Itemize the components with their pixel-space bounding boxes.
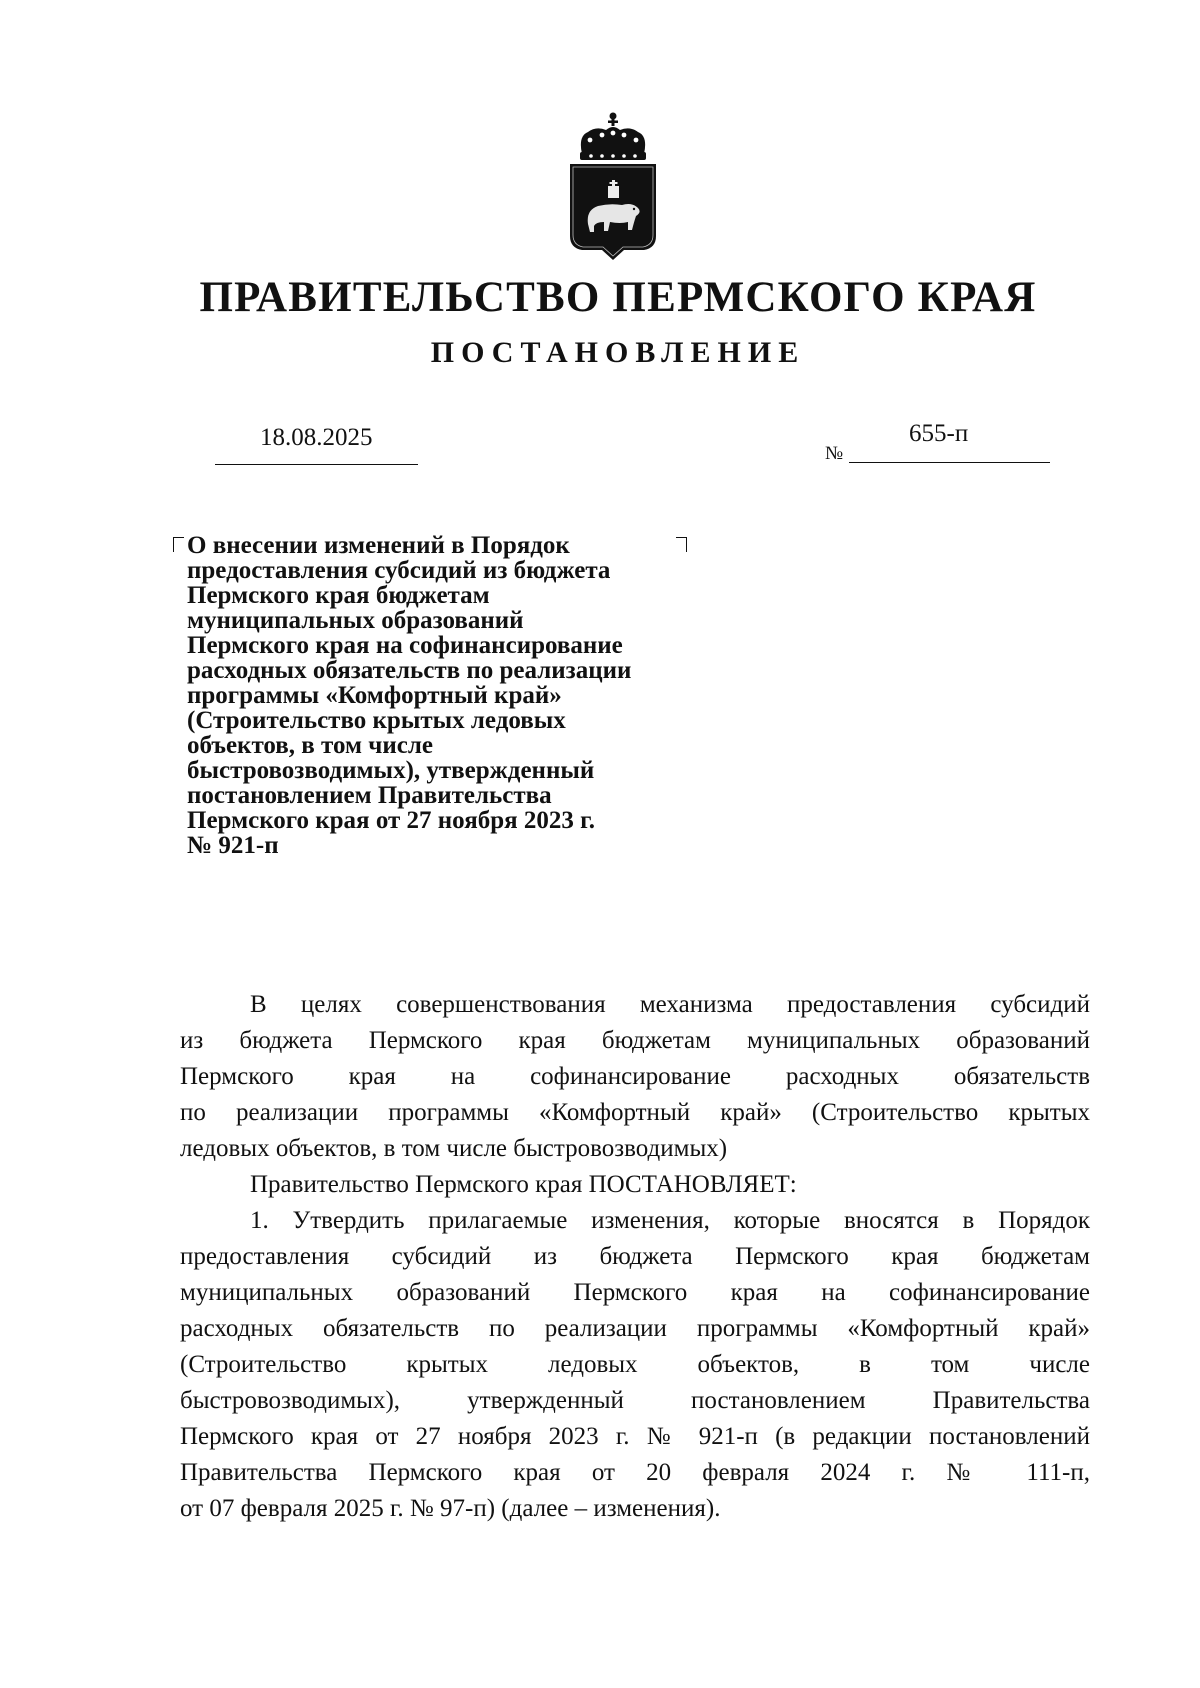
body-line: из бюджета Пермского края бюджетам муниципальных образований bbox=[180, 1027, 1090, 1054]
body-line: от 07 февраля 2025 г. № 97-п) (далее – изменения). bbox=[180, 1495, 721, 1522]
subject-line: № 921-п bbox=[187, 832, 279, 859]
body-line: быстровозводимых), утвержденный постановлением Правительства bbox=[180, 1387, 1090, 1414]
subject-line: программы «Комфортный край» bbox=[187, 682, 562, 709]
body-line: В целях совершенствования механизма предоставления субсидий bbox=[250, 991, 1090, 1018]
body-line: Пермского края от 27 ноября 2023 г. № 921-п (в редакции постановлений bbox=[180, 1423, 1090, 1450]
body-line: ледовых объектов, в том числе быстровозводимых) bbox=[180, 1135, 728, 1162]
body-line: по реализации программы «Комфортный край» (Строительство крытых bbox=[180, 1099, 1090, 1126]
body-line: Пермского края на софинансирование расходных обязательств bbox=[180, 1063, 1090, 1090]
body-line: предоставления субсидий из бюджета Пермского края бюджетам bbox=[180, 1243, 1090, 1270]
subject-line: объектов, в том числе bbox=[187, 732, 434, 759]
subject-line: Пермского края от 27 ноября 2023 г. bbox=[187, 807, 595, 834]
subject-line: постановлением Правительства bbox=[187, 782, 552, 809]
document-subject bbox=[187, 533, 707, 858]
body-line: Правительства Пермского края от 20 февраля 2024 г. № 111-п, bbox=[180, 1459, 1090, 1486]
document-date: 18.08.2025 bbox=[260, 424, 373, 451]
subject-line: расходных обязательств по реализации bbox=[187, 657, 632, 684]
document-body bbox=[180, 987, 1090, 1527]
subject-line: (Строительство крытых ледовых bbox=[187, 707, 566, 734]
subject-line: быстровозводимых), утвержденный bbox=[187, 757, 595, 784]
body-line: (Строительство крытых ледовых объектов, в том числе bbox=[180, 1351, 1090, 1378]
resolution-line: Правительство Пермского края ПОСТАНОВЛЯЕТ: bbox=[250, 1171, 797, 1198]
subject-line: предоставления субсидий из бюджета bbox=[187, 557, 611, 584]
subject-line: Пермского края на софинансирование bbox=[187, 632, 623, 659]
document-date-field bbox=[215, 424, 418, 465]
subject-line: О внесении изменений в Порядок bbox=[187, 532, 570, 559]
subject-bracket-left bbox=[173, 537, 184, 552]
body-line: 1. Утвердить прилагаемые изменения, которые вносятся в Порядок bbox=[250, 1207, 1090, 1234]
document-number: 655-п bbox=[909, 420, 969, 447]
body-line: расходных обязательств по реализации программы «Комфортный край» bbox=[180, 1315, 1090, 1342]
subject-line: Пермского края бюджетам bbox=[187, 582, 490, 609]
document-type: ПОСТАНОВЛЕНИЕ bbox=[430, 336, 806, 369]
perm-krai-coat-of-arms-icon bbox=[566, 110, 660, 260]
subject-line: муниципальных образований bbox=[187, 607, 524, 634]
number-sign: № bbox=[825, 443, 844, 464]
body-line: муниципальных образований Пермского края на софинансирование bbox=[180, 1279, 1090, 1306]
organization-title: ПРАВИТЕЛЬСТВО ПЕРМСКОГО КРАЯ bbox=[199, 274, 1037, 321]
document-number-field bbox=[849, 420, 1050, 463]
